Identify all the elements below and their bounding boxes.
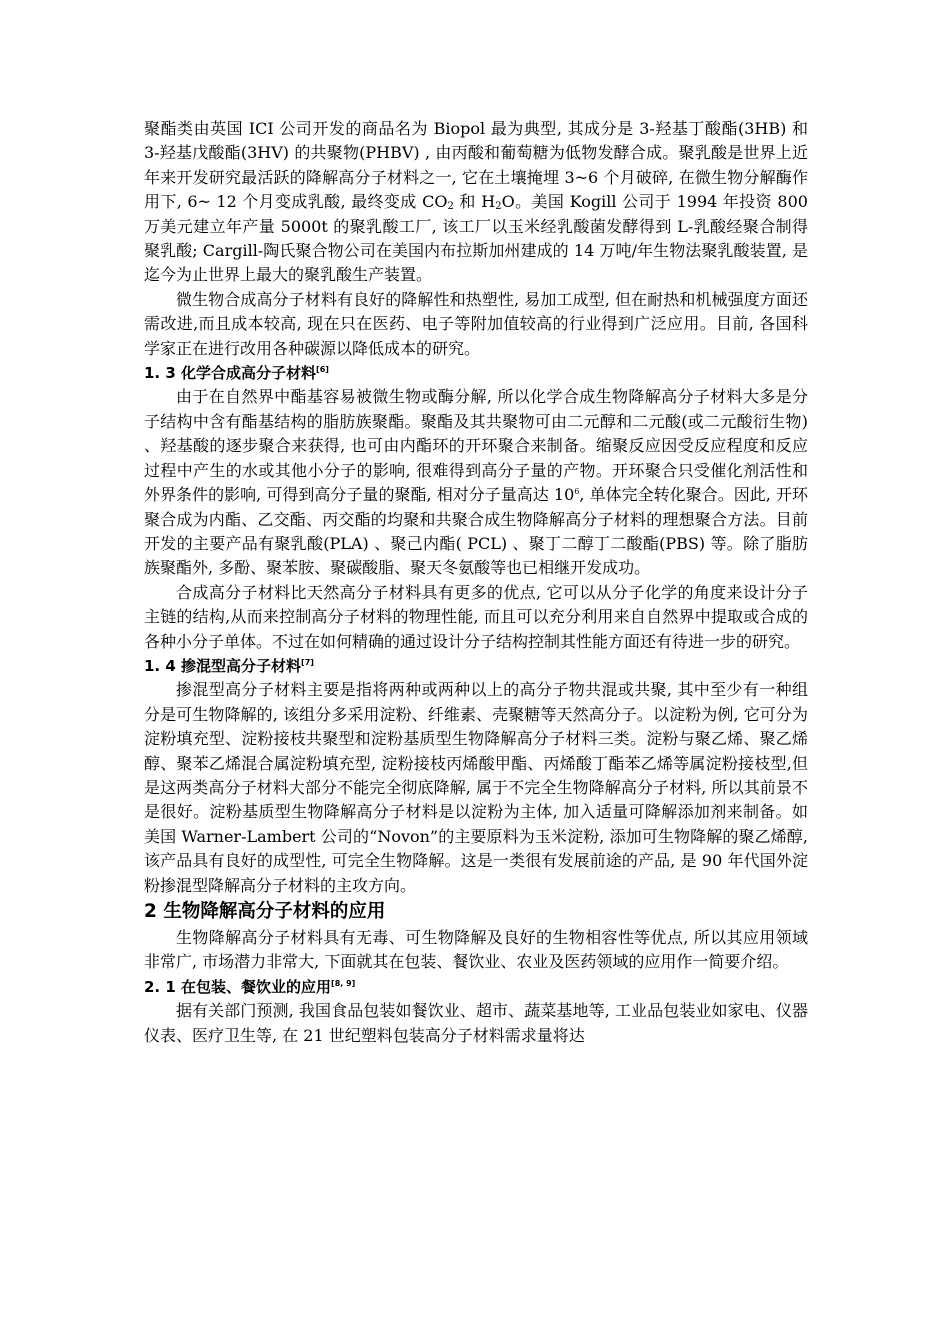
paragraph-polyester-pla: 聚酯类由英国 ICI 公司开发的商品名为 Biopol 最为典型, 其成分是 3-羟基丁酸酯(3HB) 和 3-羟基戊酸酯(3HV) 的共聚物(PHBV) , 由丙酸和葡萄糖为低物发酵合成。聚乳酸是世界上近年来开发研究最活跃的降解高分子材料之一, 它在土壤掩埋 3~6 个月破碎, 在微生物分解酶作用下, 6~ 12 个月变成乳酸, 最终变成 $CO_2$ 和 $H_2O$。美国 Kogill 公司于 1994 年投资 800 万美元建立年产量 5000t 的聚乳酸工厂, 该工厂以玉米经乳酸菌发酵得到 L-乳酸经聚合制得聚乳酸; Cargill-陶氏聚合物公司在美国内布拉斯加州建成的 14 万吨/年生物法聚乳酸装置, 是迄今为止世界上最大的聚乳酸生产装置。 — [144, 119, 808, 285]
paragraph-blended-materials: 掺混型高分子材料主要是指将两种或两种以上的高分子物共混或共聚, 其中至少有一种组分是可生物降解的, 该组分多采用淀粉、纤维素、壳聚糖等天然高分子。以淀粉为例, 它可分为淀粉填充型、淀粉接枝共聚型和淀粉基质型生物降解高分子材料三类。淀粉与聚乙烯、聚乙烯醇、聚苯乙烯混合属淀粉填充型, 淀粉接枝丙烯酸甲酯、丙烯酸丁酯苯乙烯等属淀粉接枝型,但是这两类高分子材料大部分不能完全彻底降解, 属于不完全生物降解高分子材料, 所以其前景不是很好。淀粉基质型生物降解高分子材料是以淀粉为主体, 加入适量可降解添加剂来制备。如美国 Warner-Lambert 公司的“Novon”的主要原料为玉米淀粉, 添加可生物降解的聚乙烯醇, 该产品具有良好的成型性, 可完全生物降解。这是一类很有发展前途的产品, 是 90 年代国外淀粉掺混型降解高分子材料的主攻方向。 — [144, 680, 808, 895]
section-heading-2: 2 生物降解高分子材料的应用 — [144, 901, 386, 922]
citation-ref: [6] — [316, 365, 329, 375]
paragraph-microbial-synthesis: 微生物合成高分子材料有良好的降解性和热塑性, 易加工成型, 但在耐热和机械强度方面还需改进,而且成本较高, 现在只在医药、电子等附加值较高的行业得到广泛应用。目前, 各国科学家正在进行改用各种碳源以降低成本的研究。 — [144, 289, 808, 358]
section-heading-2-1: 2. 1 在包装、餐饮业的应用[8, 9] — [144, 977, 356, 996]
paragraph-synthetic-advantages: 合成高分子材料比天然高分子材料具有更多的优点, 它可以从分子化学的角度来设计分子主链的结构,从而来控制高分子材料的物理性能, 而且可以充分利用来自自然界中提取或合成的各种小分子单体。不过在如何精确的通过设计分子结构控制其性能方面还有待进一步的研究。 — [144, 582, 808, 651]
paragraph-chemical-synthesis: 由于在自然界中酯基容易被微生物或酶分解, 所以化学合成生物降解高分子材料大多是分子结构中含有酯基结构的脂肪族聚酯。聚酯及其共聚物可由二元醇和二元酸(或二元酸衍生物) 、羟基酸的逐步聚合来获得, 也可由内酯环的开环聚合来制备。缩聚反应因受反应程度和反应过程中产生的水或其他小分子的影响, 很难得到高分子量的产物。开环聚合只受催化剂活性和外界条件的影响, 可得到高分子量的聚酯, 相对分子量高达 $10^6$, 单体完全转化聚合。因此, 开环聚合成为内酯、乙交酯、丙交酯的均聚和共聚合成生物降解高分子材料的理想聚合方法。目前开发的主要产品有聚乳酸(PLA) 、聚己内酯( PCL) 、聚丁二醇丁二酸酯(PBS) 等。除了脂肪族聚酯外, 多酚、聚苯胺、聚碳酸脂、聚天冬氨酸等也已相继开发成功。 — [144, 387, 808, 578]
document-page — [144, 117, 808, 1048]
paragraph-applications-intro: 生物降解高分子材料具有无毒、可生物降解及良好的生物相容性等优点, 所以其应用领域非常广, 市场潜力非常大, 下面就其在包装、餐饮业、农业及医药领域的应用作一简要介绍。 — [144, 928, 808, 972]
section-heading-1-3: 1. 3 化学合成高分子材料[6] — [144, 364, 329, 383]
citation-ref: [8, 9] — [331, 978, 356, 988]
citation-ref: [7] — [301, 657, 314, 667]
paragraph-packaging: 据有关部门预测, 我国食品包装如餐饮业、超市、蔬菜基地等, 工业品包装业如家电、仪器仪表、医疗卫生等, 在 21 世纪塑料包装高分子材料需求量将达 — [144, 1001, 808, 1045]
section-heading-1-4: 1. 4 掺混型高分子材料[7] — [144, 656, 314, 675]
